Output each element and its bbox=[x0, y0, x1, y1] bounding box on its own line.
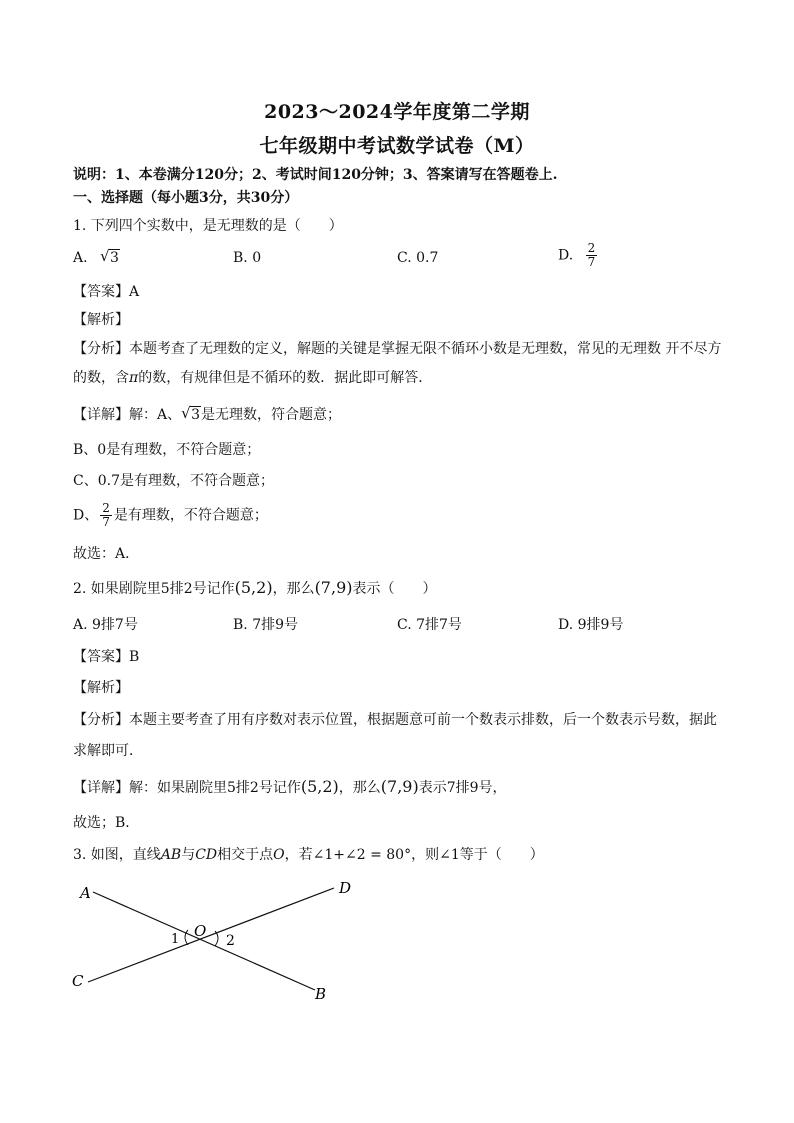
q2-ordered-pair-2: (7,9) bbox=[314, 578, 353, 597]
figure-label-c: C bbox=[72, 972, 84, 990]
q1-detail-text-a: 【详解】解：A、 bbox=[73, 407, 182, 423]
exam-title-main: 七年级期中考试数学试卷（M） bbox=[259, 135, 535, 157]
q2-option-b: B. 7排9号 bbox=[233, 617, 299, 633]
exam-title-year: 2023～2024学年度第二学期 bbox=[264, 101, 530, 123]
q1-detail-line1 bbox=[73, 405, 341, 425]
figure-label-angle-2: 2 bbox=[226, 933, 235, 949]
q1-option-d-label: D. bbox=[558, 247, 574, 264]
figure-label-b: B bbox=[315, 985, 327, 1003]
q3-stem-text-d: ，若∠1+∠2 = 80°，则∠1等于（ ） bbox=[284, 847, 544, 863]
intersecting-lines-figure bbox=[60, 870, 360, 1010]
q1-answer: 【答案】A bbox=[73, 284, 140, 300]
line-cd-label: CD bbox=[195, 847, 218, 863]
q1-detail-line2: B、0是有理数，不符合题意； bbox=[73, 442, 261, 458]
q1-analysis-heading: 【解析】 bbox=[73, 312, 129, 328]
q1-detail4-fraction bbox=[100, 502, 112, 529]
sqrt-symbol: √ 3 bbox=[100, 247, 119, 266]
fraction-numerator: 2 bbox=[587, 241, 596, 255]
pi-symbol: π bbox=[129, 370, 139, 386]
q2-option-d: D. 9排9号 bbox=[558, 617, 624, 633]
figure-label-o: O bbox=[194, 922, 207, 940]
q2-fenxi-line1: 【分析】本题主要考查了用有序数对表示位置，根据题意可前一个数表示排数，后一个数表示号数，据此 bbox=[73, 712, 717, 728]
line-cd bbox=[88, 888, 334, 982]
q2-detail-pair-1: (5,2) bbox=[300, 777, 339, 796]
q3-stem-text-c: 相交于点 bbox=[217, 847, 274, 863]
figure-label-a: A bbox=[80, 884, 91, 902]
q3-stem-text-a: 3. 如图，直线 bbox=[73, 847, 161, 863]
q1-detail4-text: 是有理数，不符合题意； bbox=[113, 507, 268, 524]
q2-answer: 【答案】B bbox=[73, 649, 140, 665]
q2-detail bbox=[73, 777, 507, 798]
q1-fenxi-text-b: 的数，有规律但是不循环的数．据此即可解答． bbox=[138, 370, 433, 386]
instructions: 说明：1、本卷满分120分；2、考试时间120分钟；3、答案请写在答题卷上. bbox=[73, 167, 558, 183]
q1-option-a-value: 3 bbox=[110, 250, 119, 266]
question-1-stem: 1. 下列四个实数中，是无理数的是（ ） bbox=[73, 218, 343, 234]
q1-fenxi-line2 bbox=[73, 368, 432, 388]
q2-detail-pair-2: (7,9) bbox=[380, 777, 419, 796]
q1-detail-line4 bbox=[73, 502, 268, 529]
q2-analysis-heading: 【解析】 bbox=[73, 680, 129, 696]
q1-conclusion: 故选：A． bbox=[73, 546, 140, 562]
sqrt-symbol: √ 3 bbox=[181, 404, 201, 423]
q1-option-d-fraction bbox=[586, 242, 598, 269]
q1-option-b: B. 0 bbox=[233, 250, 262, 266]
q2-conclusion: 故选；B． bbox=[73, 815, 140, 831]
q2-stem-text-c: 表示（ ） bbox=[352, 581, 437, 597]
q2-detail-text-c: 表示7排9号， bbox=[418, 780, 507, 796]
q3-stem-text-b: 与 bbox=[181, 847, 196, 863]
q2-detail-text-a: 【详解】解：如果剧院里5排2号记作 bbox=[73, 780, 301, 796]
fraction-denominator: 7 bbox=[587, 255, 596, 269]
q2-ordered-pair-1: (5,2) bbox=[234, 578, 273, 597]
section-heading: 一、选择题（每小题3分，共30分） bbox=[73, 190, 299, 206]
fraction-denominator: 7 bbox=[102, 515, 110, 529]
q2-stem-text-a: 2. 如果剧院里5排2号记作 bbox=[73, 581, 235, 597]
question-3-stem bbox=[73, 845, 544, 865]
q1-detail4-label: D、 bbox=[73, 507, 99, 524]
q2-option-a: A. 9排7号 bbox=[73, 617, 138, 633]
q1-detail-line3: C、0.7是有理数，不符合题意； bbox=[73, 473, 274, 489]
q2-stem-text-b: ，那么 bbox=[272, 581, 315, 597]
question-2-stem bbox=[73, 578, 437, 599]
q2-fenxi-line2: 求解即可． bbox=[73, 743, 143, 759]
fraction-numerator: 2 bbox=[102, 501, 110, 515]
q1-option-a-label: A. bbox=[73, 250, 88, 266]
q1-detail-text-b: 是无理数，符合题意； bbox=[201, 407, 342, 423]
point-o-label: O bbox=[273, 847, 285, 863]
figure-label-d: D bbox=[339, 879, 352, 897]
q1-fenxi-text-a: 的数，含 bbox=[73, 370, 129, 386]
q2-detail-text-b: ，那么 bbox=[338, 780, 381, 796]
line-ab-label: AB bbox=[160, 847, 182, 863]
q1-option-c: C. 0.7 bbox=[397, 250, 439, 266]
line-ab bbox=[93, 892, 315, 990]
q1-option-a bbox=[73, 248, 120, 268]
q1-option-d bbox=[558, 242, 599, 269]
figure-label-angle-1: 1 bbox=[171, 932, 180, 947]
q1-detail-sqrt-value: 3 bbox=[191, 407, 201, 423]
q2-option-c: C. 7排7号 bbox=[397, 617, 462, 633]
q1-fenxi-line1: 【分析】本题考查了无理数的定义，解题的关键是掌握无限不循环小数是无理数，常见的无理数 开不尽方 bbox=[73, 341, 722, 357]
